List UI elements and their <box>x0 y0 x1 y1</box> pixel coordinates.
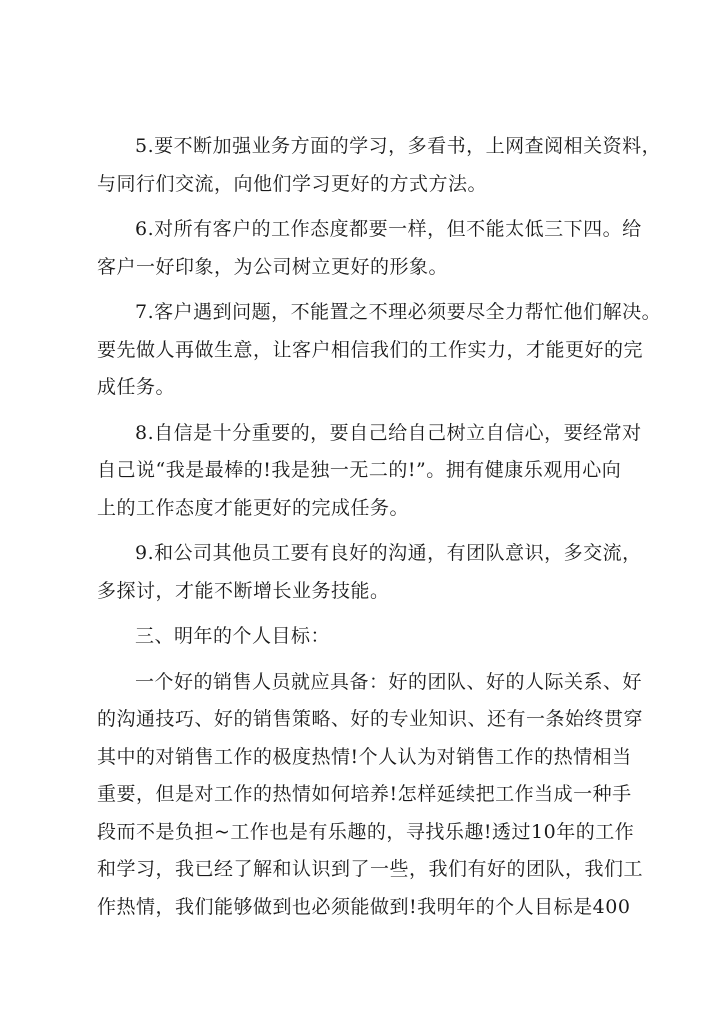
section-heading <box>97 618 632 656</box>
section-heading-text: 三、明年的个人目标： <box>135 625 331 647</box>
text-line: 客户一好印象，为公司树立更好的形象。 <box>97 255 449 278</box>
text-line: 成任务。 <box>97 376 176 398</box>
paragraph-goals <box>97 664 644 927</box>
paragraph-item-8 <box>97 415 642 528</box>
text-line: 段而不是负担~工作也是有乐趣的，寻找乐趣!透过10年的工作 <box>97 820 635 843</box>
paragraph-item-7 <box>97 294 662 407</box>
text-line: 7.客户遇到问题，不能置之不理必须要尽全力帮忙他们解决。 <box>135 301 662 323</box>
text-line: 作热情，我们能够做到也必须能做到!我明年的个人目标是400 <box>97 895 631 918</box>
text-line: 6.对所有客户的工作态度都要一样，但不能太低三下四。给 <box>135 218 642 240</box>
text-line: 5.要不断加强业务方面的学习，多看书，上网查阅相关资料， <box>135 135 662 157</box>
paragraph-item-5 <box>97 128 662 203</box>
text-line: 重要，但是对工作的热情如何培养!怎样延续把工作当成一种手 <box>97 783 632 805</box>
text-line: 自己说“我是最棒的!我是独一无二的!”。拥有健康乐观用心向 <box>97 459 622 481</box>
text-line: 9.和公司其他员工要有良好的沟通，有团队意识，多交流， <box>135 542 642 564</box>
text-line: 8.自信是十分重要的，要自己给自己树立自信心，要经常对 <box>135 421 642 444</box>
text-line: 的沟通技巧、好的销售策略、好的专业知识、还有一条始终贯穿 <box>97 708 644 730</box>
text-line: 和学习，我已经了解和认识到了一些，我们有好的团队，我们工 <box>97 858 644 880</box>
paragraph-item-9 <box>97 535 642 610</box>
paragraph-item-6 <box>97 211 642 286</box>
text-line: 与同行们交流，向他们学习更好的方式方法。 <box>97 172 488 195</box>
text-line: 要先做人再做生意，让客户相信我们的工作实力，才能更好的完 <box>97 338 644 361</box>
text-line: 其中的对销售工作的极度热情!个人认为对销售工作的热情相当 <box>97 745 632 768</box>
text-line: 一个好的销售人员就应具备：好的团队、好的人际关系、好 <box>135 670 643 693</box>
document-page <box>97 128 662 934</box>
text-line: 多探讨，才能不断增长业务技能。 <box>97 579 390 602</box>
text-line: 上的工作态度才能更好的完成任务。 <box>97 496 410 519</box>
